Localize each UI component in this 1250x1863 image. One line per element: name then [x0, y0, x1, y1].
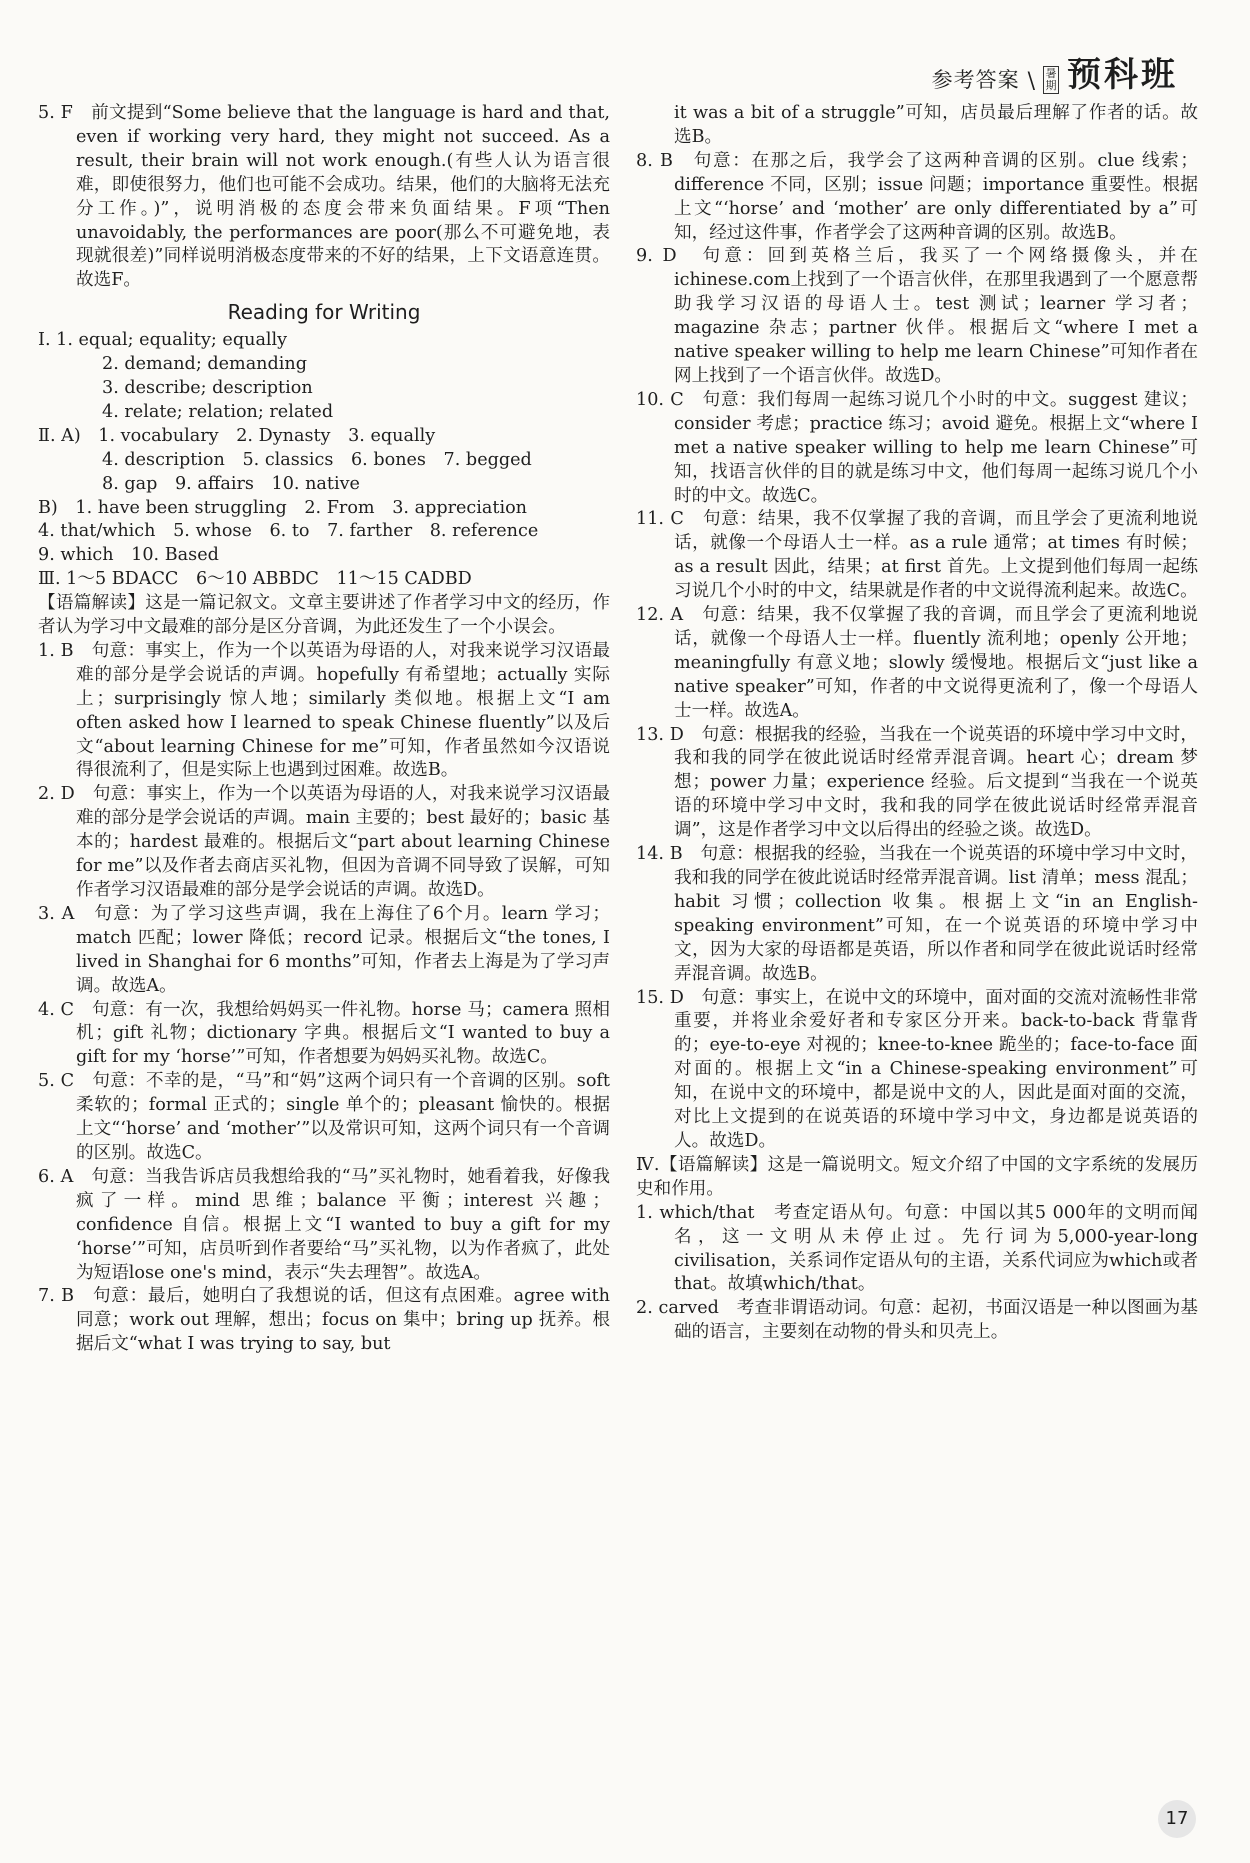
answer-paragraph: 8. gap 9. affairs 10. native — [102, 473, 360, 494]
answer-paragraph: 7. B 句意：最后，她明白了我想说的话，但这有点困难。agree with 同意；work out 理解，想出；focus on 集中；bring up 抚养。根据后文“what I was trying to say, but — [38, 1286, 610, 1355]
answer-paragraph: 5. C 句意：不幸的是，“马”和“妈”这两个词只有一个音调的区别。soft 柔软的；formal 正式的；single 单个的；pleasant 愉快的。根据上文“‘horse’ and ‘mother’”以及常识可知，这两个词只有一个音调的区别。故选C。 — [38, 1071, 610, 1163]
answer-paragraph: it was a bit of a struggle”可知，店员最后理解了作者的话。故选B。 — [674, 103, 1198, 147]
header-answers-label: 参考答案 — [931, 68, 1020, 92]
answer-paragraph: 2. carved 考查非谓语动词。句意：起初，书面汉语是一种以图画为基础的语言，主要刻在动物的骨头和贝壳上。 — [636, 1298, 1198, 1343]
answer-paragraph: Ⅳ.【语篇解读】这是一篇说明文。短文介绍了中国的文字系统的发展历史和作用。 — [636, 1154, 1198, 1199]
answer-paragraph: 11. C 句意：结果，我不仅掌握了我的音调，而且学会了更流利地说话，就像一个母语人士一样。as a rule 通常；at times 有时候；as a result 因此，结果；at first 首先。上文提到他们每周一起练习说几个小时的中文，结果就是作者的中文说得流利起来。故选C。 — [636, 509, 1198, 602]
answer-paragraph: 12. A 句意：结果，我不仅掌握了我的音调，而且学会了更流利地说话，就像一个母语人士一样。fluently 流利地；openly 公开地；meaningfully 有意义地；slowly 缓慢地。根据后文“just like a native speaker”可知，作者的中文说得更流利了，像一个母语人士一样。故选A。 — [636, 605, 1198, 721]
answer-paragraph: 14. B 句意：根据我的经验，当我在一个说英语的环境中学习中文时，我和我的同学在彼此说话时经常弄混音调。list 清单；mess 混乱；habit 习惯；collection 收集。根据上文“in an English-speaking environment”可知，在一个说英语的环境中学习中文，因为大家的母语都是英语，所以作者和同学在彼此说话时经常弄混音调。故选B。 — [636, 844, 1198, 984]
answer-paragraph: 1. B 句意：事实上，作为一个以英语为母语的人，对我来说学习汉语最难的部分是学会说话的声调。hopefully 有希望地；actually 实际上；surprisingly 惊人地；similarly 类似地。根据上文“I am often asked how I learned to speak Chinese fluently”以及后文“about learning Chinese for me”可知，作者虽然如今汉语说得很流利了，但是实际上也遇到过困难。故选B。 — [38, 640, 610, 781]
right-column — [636, 102, 1198, 1345]
answer-paragraph: 4. C 句意：有一次，我想给妈妈买一件礼物。horse 马；camera 照相机；gift 礼物；dictionary 字典。根据后文“I wanted to buy a gift for my ‘horse’”可知，作者想要为妈妈买礼物。故选C。 — [38, 999, 610, 1068]
answer-paragraph: 8. B 句意：在那之后，我学会了这两种音调的区别。clue 线索；difference 不同，区别；issue 问题；importance 重要性。根据上文“‘horse’ and ‘mother’ are only differentiated by a”可知，经过这件事，作者学会了这两种音调的区别。故选B。 — [636, 150, 1198, 243]
answer-paragraph: 15. D 句意：事实上，在说中文的环境中，面对面的交流对流畅性非常重要，并将业余爱好者和专家区分开来。back-to-back 背靠背的；eye-to-eye 对视的；knee-to-knee 跪坐的；face-to-face 面对面的。根据上文“in a Chinese-speaking environment”可知，在说中文的环境中，都是说中文的人，因此是面对面的交流，对比上文提到的在说英语的环境中学习中文，身边都是说英语的人。故选D。 — [636, 987, 1198, 1151]
answer-paragraph: 9. which 10. Based — [38, 545, 219, 566]
answer-paragraph: 2. demand; demanding — [102, 354, 307, 375]
answer-paragraph: 4. description 5. classics 6. bones 7. begged — [102, 449, 532, 470]
header-brand-logo: 预科班 — [1067, 55, 1178, 95]
answer-paragraph: 3. A 句意：为了学习这些声调，我在上海住了6个月。learn 学习；match 匹配；lower 降低；record 记录。根据后文“the tones, I lived in Shanghai for 6 months”可知，作者去上海是为了学习声调。故选A。 — [38, 903, 610, 996]
left-column — [38, 102, 610, 1357]
answer-paragraph: Ⅰ. 1. equal; equality; equally — [38, 330, 288, 351]
answer-paragraph: 2. D 句意：事实上，作为一个以英语为母语的人，对我来说学习汉语最难的部分是学会说话的声调。main 主要的；best 最好的；basic 基本的；hardest 最难的。根据后文“part about learning Chinese for me”以及作者去商店买礼物，但因为音调不同导致了误解，可知作者学习汉语最难的部分是学会说话的声调。故选D。 — [38, 784, 610, 900]
header-series-label: 暑期 — [1043, 66, 1059, 94]
answer-paragraph: 3. describe; description — [102, 377, 313, 398]
answer-paragraph: 5. F 前文提到“Some believe that the language is hard and that, even if working very hard, they might not succeed. As a result, their brain will not work enough.(有些人认为语言很难，即使很努力，他们也可能不会成功。结果，他们的大脑将无法充分工作。)”，说明消极的态度会带来负面结果。F项“Then unavoidably, the performances are poor(那么不可避免地，表现就很差)”同样说明消极态度带来的不好的结果，上下文语意连贯。故选F。 — [38, 103, 610, 291]
answer-paragraph: 1. which/that 考查定语从句。句意：中国以其5 000年的文明而闻名，这一文明从未停止过。先行词为5,000-year-long civilisation，关系词作定语从句的主语，关系代词应为which或者that。故填which/that。 — [636, 1202, 1198, 1295]
page-number: 17 — [1158, 1800, 1196, 1838]
answer-paragraph: 6. A 句意：当我告诉店员我想给我的“马”买礼物时，她看着我，好像我疯了一样。mind 思维；balance 平衡；interest 兴趣；confidence 自信。根据上文“I wanted to buy a gift for my ‘horse’”可知，店员听到作者要给“马”买礼物，以为作者疯了，此处为短语lose one's mind，表示“失去理智”。故选A。 — [38, 1166, 610, 1283]
header-separator: \ — [1027, 69, 1035, 94]
answer-paragraph: Ⅲ. 1～5 BDACC 6～10 ABBDC 11～15 CADBD — [38, 569, 472, 590]
answer-paragraph: 10. C 句意：我们每周一起练习说几个小时的中文。suggest 建议；consider 考虑；practice 练习；avoid 避免。根据上文“where I met a native speaker willing to help me learn Chinese”可知，找语言伙伴的目的就是练习中文，他们每周一起练习说几个小时的中文。故选C。 — [636, 389, 1198, 506]
answer-paragraph: Ⅱ. A) 1. vocabulary 2. Dynasty 3. equally — [38, 425, 436, 446]
answer-paragraph: 13. D 句意：根据我的经验，当我在一个说英语的环境中学习中文时，我和我的同学在彼此说话时经常弄混音调。heart 心；dream 梦想；power 力量；experience 经验。后文提到“当我在一个说英语的环境中学习中文时，我和我的同学在彼此说话时经常弄混音调”，这是作者学习中文以后得出的经验之谈。故选D。 — [636, 724, 1198, 841]
answer-paragraph: 4. that/which 5. whose 6. to 7. farther 8. reference — [38, 521, 539, 542]
section-heading: Reading for Writing — [227, 300, 421, 325]
answer-paragraph: 4. relate; relation; related — [102, 401, 334, 422]
page-header — [932, 42, 1178, 94]
answer-paragraph: B) 1. have been struggling 2. From 3. appreciation — [38, 497, 528, 518]
answer-paragraph: 9. D 句意：回到英格兰后，我买了一个网络摄像头，并在ichinese.com上找到了一个语言伙伴，在那里我遇到了一个愿意帮助我学习汉语的母语人士。test 测试；learner 学习者；magazine 杂志；partner 伙伴。根据后文“where I met a native speaker willing to help me learn Chinese”可知作者在网上找到了一个语言伙伴。故选D。 — [636, 246, 1198, 386]
answer-paragraph: 【语篇解读】这是一篇记叙文。文章主要讲述了作者学习中文的经历，作者认为学习中文最难的部分是区分音调，为此还发生了一个小误会。 — [38, 593, 610, 638]
